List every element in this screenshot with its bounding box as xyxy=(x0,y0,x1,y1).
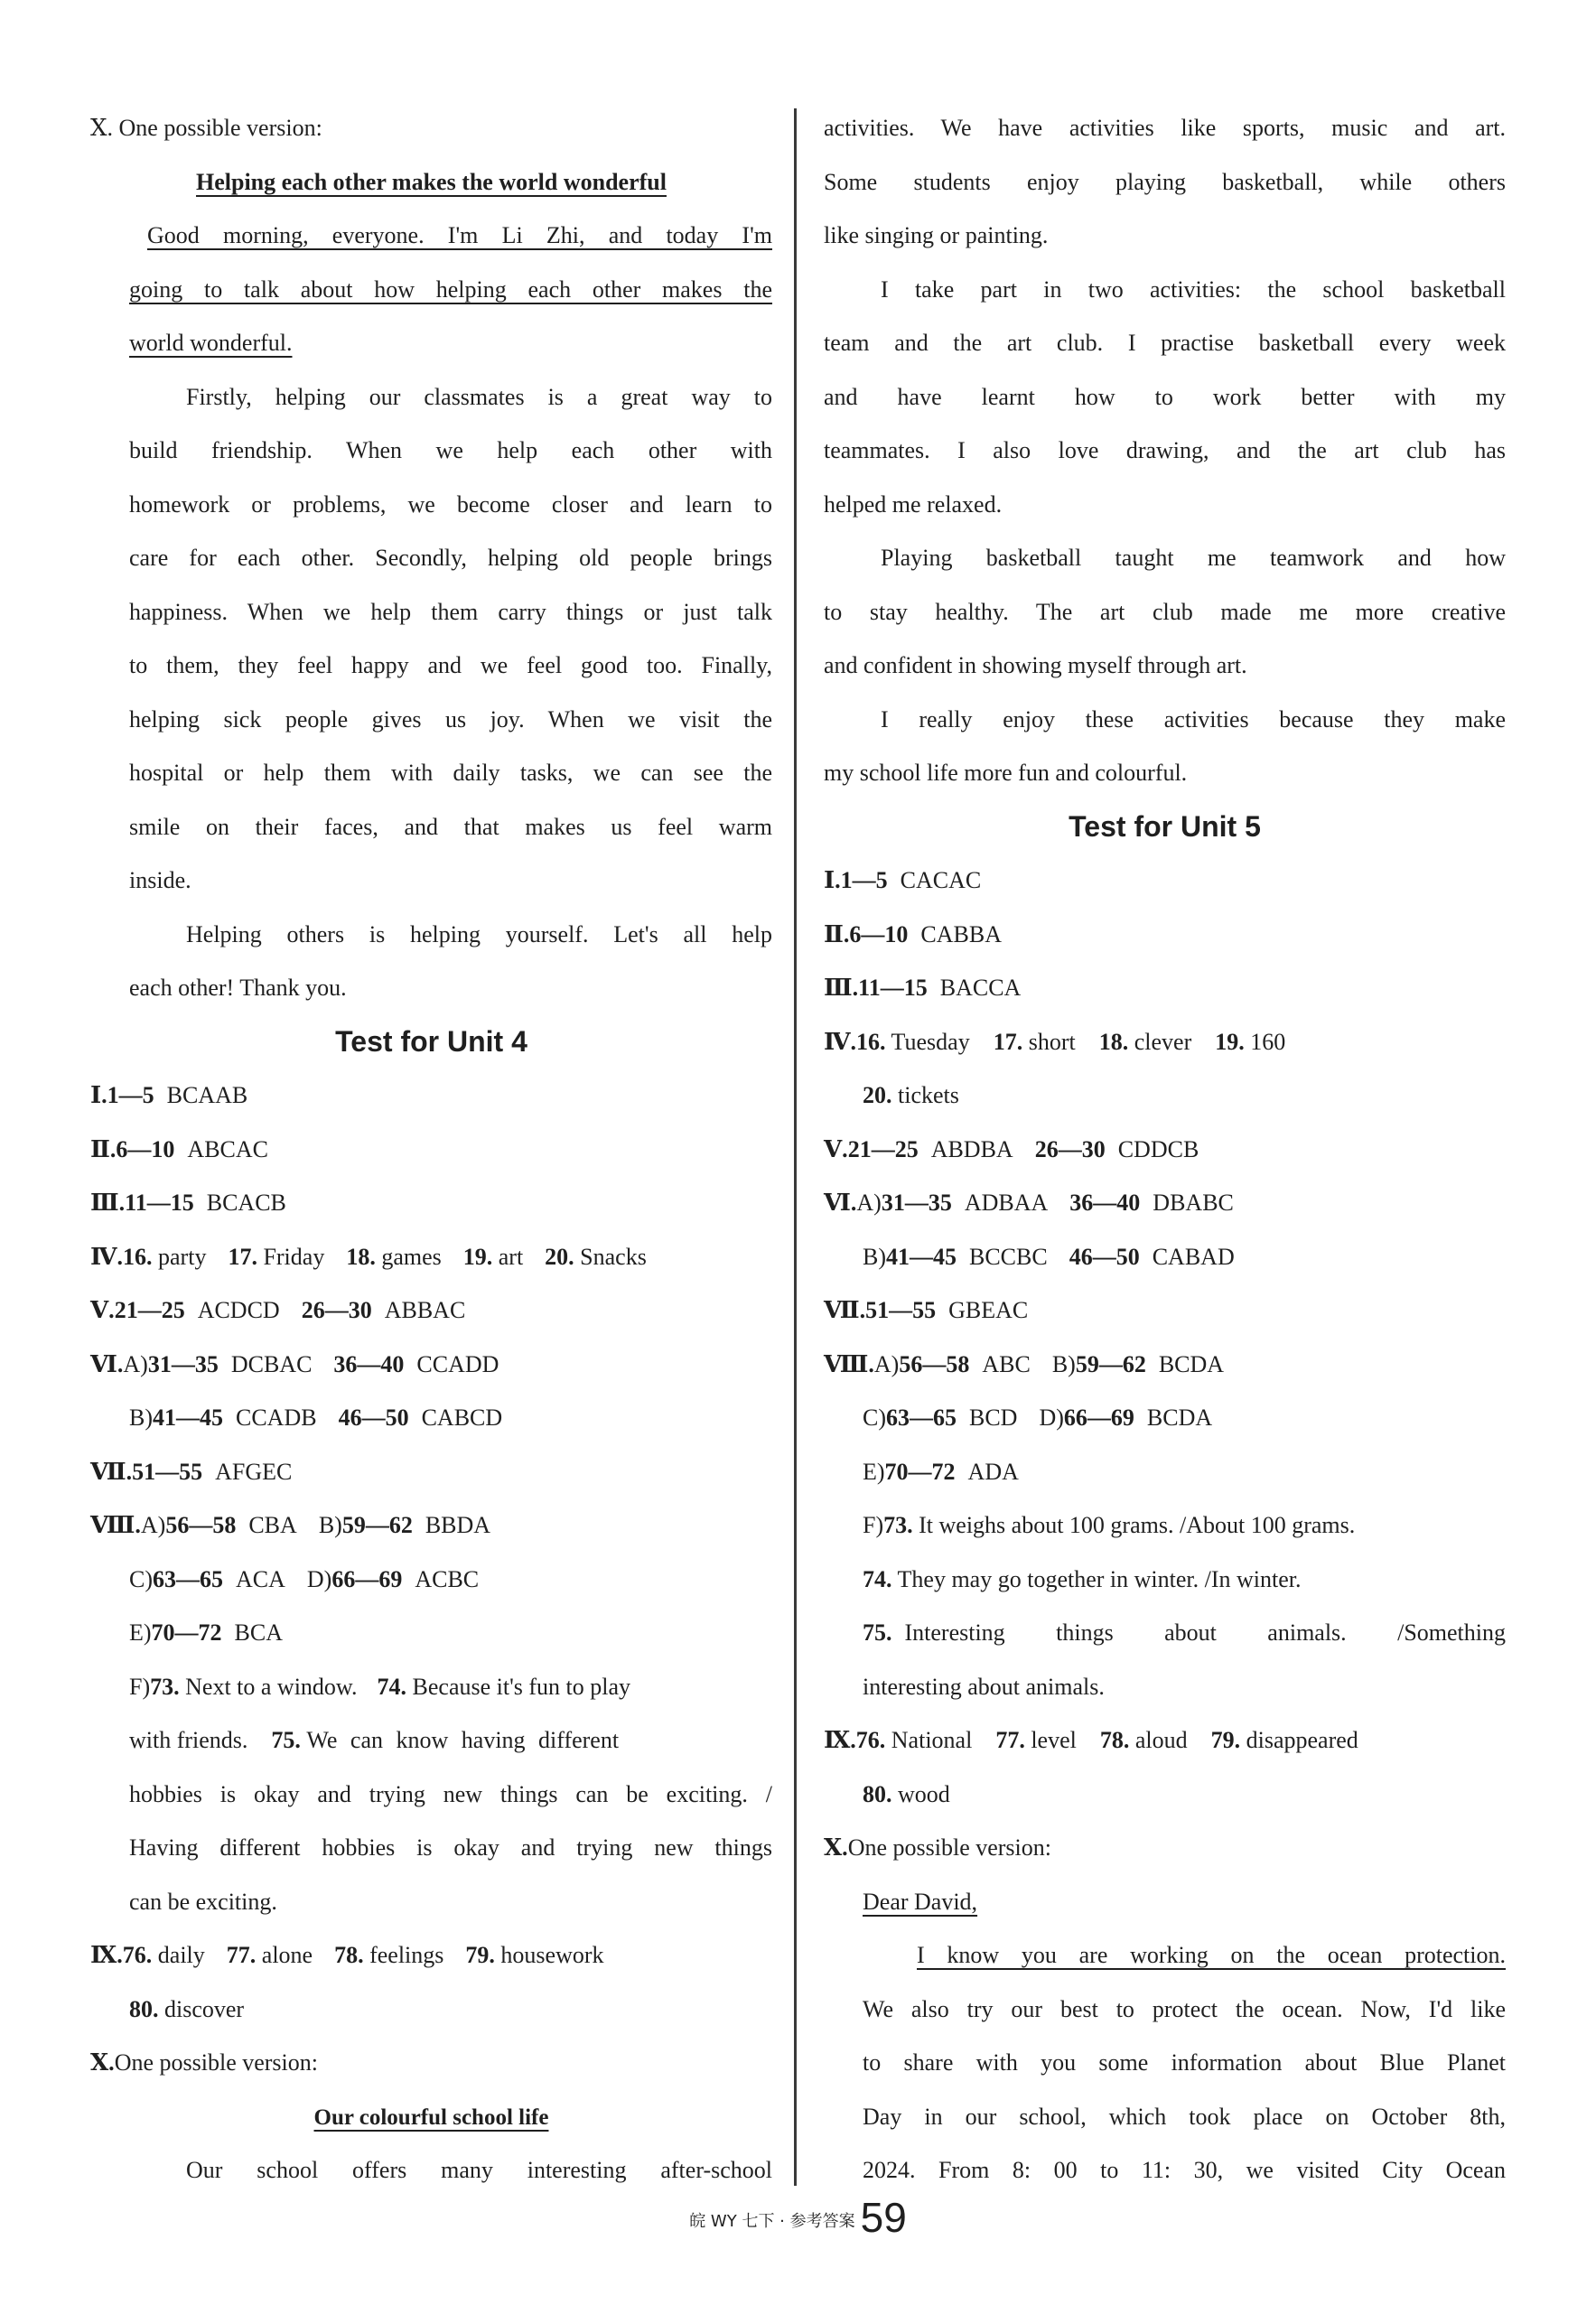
letter-line: We also try our best to protect the ocean. Now, I'd like xyxy=(863,1995,1506,2022)
unit4-section-9b xyxy=(90,1983,772,2037)
answer: ABBAC xyxy=(384,1297,466,1323)
unit4-section-10 xyxy=(90,2036,772,2090)
answer: Snacks xyxy=(580,1243,647,1270)
essay1-line: world wonderful. xyxy=(129,330,293,356)
essay2-line: and have learnt how to work better with my xyxy=(824,383,1506,410)
unit4-section-8e xyxy=(90,1606,772,1660)
right-column xyxy=(824,101,1506,2198)
question-number: 78. xyxy=(334,1942,364,1968)
answer: wood xyxy=(898,1780,950,1807)
unit4-section-6a xyxy=(90,1338,772,1392)
unit5-section-8f-75 xyxy=(824,1606,1506,1660)
unit4-heading: Test for Unit 4 xyxy=(335,1024,527,1058)
column-divider xyxy=(794,108,797,2186)
answer: BCD xyxy=(969,1404,1018,1431)
answer: CCADD xyxy=(416,1350,499,1377)
section-numeral: Ⅳ. xyxy=(90,1243,124,1270)
unit5-heading: Test for Unit 5 xyxy=(1069,809,1261,843)
answer: We can know having different xyxy=(306,1727,620,1753)
answer: CCADB xyxy=(236,1404,317,1431)
unit5-section-5 xyxy=(824,1123,1506,1177)
answer: CABAD xyxy=(1152,1243,1235,1270)
unit4-section-7 xyxy=(90,1445,772,1499)
answer: BBDA xyxy=(425,1512,491,1538)
question-number: 77. xyxy=(995,1727,1025,1753)
question-number: 76. xyxy=(855,1727,886,1753)
answer: level xyxy=(1031,1727,1077,1753)
question-range: 11—15 xyxy=(858,975,928,1001)
question-range: 51—55 xyxy=(865,1297,937,1323)
question-range: 66—69 xyxy=(1063,1404,1134,1431)
unit5-section-8ab xyxy=(824,1338,1506,1392)
section-numeral: Ⅰ. xyxy=(90,1082,107,1108)
answer: hobbies is okay and trying new things can be exciting. / xyxy=(129,1780,772,1807)
unit5-section-9b xyxy=(824,1768,1506,1822)
answer: CABCD xyxy=(421,1404,503,1431)
part-label: A) xyxy=(873,1350,900,1377)
letter-salutation: Dear David, xyxy=(863,1888,978,1915)
unit5-section-3 xyxy=(824,961,1506,1015)
unit4-section-8f-line2 xyxy=(90,1713,772,1768)
question-number: 75. xyxy=(271,1727,301,1753)
part-label: F) xyxy=(129,1673,151,1700)
question-number: 19. xyxy=(1215,1028,1245,1055)
essay1-line: Firstly, helping our classmates is a great way to xyxy=(186,383,772,410)
essay2-line: I really enjoy these activities because they make xyxy=(881,705,1506,733)
unit5-section-6a xyxy=(824,1176,1506,1230)
essay2-line: my school life more fun and colourful. xyxy=(824,760,1188,786)
question-range: 66—69 xyxy=(331,1565,403,1592)
essay2-line: like singing or painting. xyxy=(824,222,1049,248)
question-number: 75. xyxy=(863,1619,892,1646)
essay2-line: and confident in showing myself through art. xyxy=(824,652,1247,678)
question-range: 11—15 xyxy=(125,1190,194,1216)
question-range: 6—10 xyxy=(849,920,909,947)
answer: games xyxy=(381,1243,442,1270)
answer: BCDA xyxy=(1158,1350,1225,1377)
section-numeral: Ⅵ. xyxy=(824,1190,857,1216)
answer: 160 xyxy=(1250,1028,1286,1055)
question-range: 59—62 xyxy=(1075,1350,1146,1377)
question-number: 74. xyxy=(377,1673,407,1700)
question-range: 6—10 xyxy=(116,1135,175,1162)
question-range: 41—45 xyxy=(153,1404,223,1431)
answer: art xyxy=(498,1243,524,1270)
question-range: 36—40 xyxy=(1069,1190,1141,1216)
section-numeral: Ⅲ. xyxy=(824,975,859,1001)
part-label: A) xyxy=(123,1350,148,1377)
question-number: 80. xyxy=(863,1780,892,1807)
essay1-line: homework or problems, we become closer and learn to xyxy=(129,490,772,518)
essay1-line: happiness. When we help them carry things or just talk xyxy=(129,598,772,625)
letter-line: Day in our school, which took place on October 8th, xyxy=(863,2103,1506,2130)
question-number: 18. xyxy=(1098,1028,1129,1055)
question-number: 16. xyxy=(123,1243,153,1270)
answer: ACBC xyxy=(415,1565,480,1592)
part-label: B) xyxy=(863,1243,886,1270)
answer: Next to a window. xyxy=(185,1673,358,1700)
answer: short xyxy=(1028,1028,1076,1055)
answer: daily xyxy=(157,1942,205,1968)
unit5-section-7 xyxy=(824,1283,1506,1338)
essay1-line: Good morning, everyone. I'm Li Zhi, and today I'm xyxy=(147,222,772,248)
question-range: 63—65 xyxy=(153,1565,223,1592)
part-label: E) xyxy=(863,1458,885,1485)
question-range: 70—72 xyxy=(151,1619,222,1646)
answer: GBEAC xyxy=(948,1297,1029,1323)
unit5-section-2 xyxy=(824,908,1506,962)
part-label: F) xyxy=(863,1512,884,1538)
essay2-line: Our school offers many interesting after-school xyxy=(186,2157,772,2183)
essay1-line: helping sick people gives us joy. When we visit the xyxy=(129,705,772,733)
answer: BACCA xyxy=(939,975,1022,1001)
unit4-section-6b xyxy=(90,1391,772,1445)
unit4-section-5 xyxy=(90,1283,772,1338)
question-number: 79. xyxy=(465,1942,495,1968)
part-label: D) xyxy=(1039,1404,1064,1431)
answer: BCCBC xyxy=(969,1243,1048,1270)
essay1-line: Helping others is helping yourself. Let's all help xyxy=(186,920,772,947)
answer: disappeared xyxy=(1246,1727,1358,1753)
question-range: 31—35 xyxy=(881,1190,952,1216)
question-range: 59—62 xyxy=(341,1512,413,1538)
answer: ADBAA xyxy=(964,1190,1049,1216)
essay2-line: team and the art club. I practise basketball every week xyxy=(824,330,1506,356)
essay-label: One possible version: xyxy=(847,1834,1051,1861)
unit5-section-6b xyxy=(824,1230,1506,1284)
essay1-line: build friendship. When we help each other with xyxy=(129,437,772,463)
unit4-section-4 xyxy=(90,1230,772,1284)
answer: ADA xyxy=(967,1458,1019,1485)
part-label: A) xyxy=(856,1190,882,1216)
essay1-label: Ⅹ. One possible version: xyxy=(90,115,322,141)
question-number: 76. xyxy=(122,1942,153,1968)
section-numeral: Ⅸ. xyxy=(90,1942,123,1968)
part-label: E) xyxy=(129,1619,152,1646)
answer: CACAC xyxy=(900,867,982,893)
unit5-section-4 xyxy=(824,1015,1506,1069)
answer: party xyxy=(158,1243,207,1270)
essay1-line: hospital or help them with daily tasks, we can see the xyxy=(129,760,772,786)
answer: with friends. xyxy=(129,1727,248,1753)
essay2-line: Playing basketball taught me teamwork and how xyxy=(881,545,1506,571)
answer: clever xyxy=(1134,1028,1192,1055)
question-number: 78. xyxy=(1099,1727,1130,1753)
question-range: 70—72 xyxy=(884,1458,956,1485)
answer: discover xyxy=(164,1995,245,2022)
section-numeral: Ⅷ. xyxy=(90,1512,141,1538)
unit5-section-10 xyxy=(824,1821,1506,1875)
answer: DCBAC xyxy=(230,1350,313,1377)
section-numeral: Ⅱ. xyxy=(90,1135,117,1162)
section-numeral: Ⅴ. xyxy=(824,1135,848,1162)
answer: They may go together in winter. /In winter. xyxy=(897,1565,1302,1592)
section-numeral: Ⅱ. xyxy=(824,920,850,947)
answer: Tuesday xyxy=(891,1028,970,1055)
part-label: A) xyxy=(140,1512,166,1538)
question-range: 1—5 xyxy=(107,1082,154,1108)
essay1-line: inside. xyxy=(129,867,191,893)
left-column xyxy=(90,101,772,2198)
section-numeral: Ⅶ. xyxy=(90,1458,133,1485)
letter-line: to share with you some information about Blue Planet xyxy=(863,2049,1506,2076)
answer: aloud xyxy=(1134,1727,1188,1753)
essay-label: One possible version: xyxy=(114,2049,318,2076)
unit4-section-8ab xyxy=(90,1498,772,1553)
unit5-section-4b xyxy=(824,1069,1506,1123)
answer: alone xyxy=(261,1942,313,1968)
unit5-section-8cd xyxy=(824,1391,1506,1445)
unit5-section-1 xyxy=(824,854,1506,908)
question-number: 20. xyxy=(545,1243,574,1270)
unit4-section-9 xyxy=(90,1928,772,1983)
answer: feelings xyxy=(369,1942,444,1968)
section-numeral: Ⅲ. xyxy=(90,1190,126,1216)
question-range: 56—58 xyxy=(899,1350,970,1377)
answer: CABBA xyxy=(920,920,1002,947)
essay1-line: care for each other. Secondly, helping old people brings xyxy=(129,545,772,571)
section-numeral: Ⅶ. xyxy=(824,1297,866,1323)
answer: ABCAC xyxy=(187,1135,268,1162)
answer: ABDBA xyxy=(930,1135,1013,1162)
question-range: 46—50 xyxy=(338,1404,409,1431)
answer: DBABC xyxy=(1153,1190,1234,1216)
essay1-line: each other! Thank you. xyxy=(129,975,347,1001)
question-number: 80. xyxy=(129,1995,159,2022)
answer: tickets xyxy=(898,1082,959,1108)
unit5-section-8f-74 xyxy=(824,1553,1506,1607)
question-range: 41—45 xyxy=(886,1243,957,1270)
question-number: 16. xyxy=(856,1028,886,1055)
part-label: B) xyxy=(129,1404,153,1431)
question-range: 46—50 xyxy=(1069,1243,1140,1270)
answer: Friday xyxy=(263,1243,325,1270)
question-number: 19. xyxy=(462,1243,493,1270)
question-range: 26—30 xyxy=(301,1297,372,1323)
question-number: 20. xyxy=(863,1082,892,1108)
question-range: 31—35 xyxy=(147,1350,219,1377)
letter-line: 2024. From 8: 00 to 11: 30, we visited City Ocean xyxy=(863,2157,1506,2183)
section-numeral: Ⅹ. xyxy=(824,1834,848,1861)
answer: CBA xyxy=(248,1512,297,1538)
answer: BCDA xyxy=(1146,1404,1213,1431)
unit4-section-2 xyxy=(90,1123,772,1177)
part-label: C) xyxy=(863,1404,886,1431)
answer: National xyxy=(891,1727,973,1753)
answer: ACDCD xyxy=(197,1297,280,1323)
essay2-line: I take part in two activities: the school basketball xyxy=(881,275,1506,303)
answer: BCACB xyxy=(206,1190,286,1216)
section-numeral: Ⅳ. xyxy=(824,1028,857,1055)
question-number: 77. xyxy=(226,1942,257,1968)
part-label: B) xyxy=(318,1512,342,1538)
page-number: 59 xyxy=(860,2194,907,2241)
question-range: 36—40 xyxy=(333,1350,405,1377)
answer: Interesting things about animals. /Something xyxy=(904,1619,1506,1646)
answer: It weighs about 100 grams. /About 100 grams. xyxy=(919,1512,1356,1538)
essay1-line: to them, they feel happy and we feel good too. Finally, xyxy=(129,652,772,678)
section-numeral: Ⅸ. xyxy=(824,1727,856,1753)
unit4-section-8cd xyxy=(90,1553,772,1607)
question-number: 17. xyxy=(228,1243,257,1270)
unit4-section-3 xyxy=(90,1176,772,1230)
answer: ABC xyxy=(982,1350,1031,1377)
question-range: 21—25 xyxy=(114,1297,185,1323)
essay2-line: teammates. I also love drawing, and the art club has xyxy=(824,437,1506,463)
answer: housework xyxy=(500,1942,604,1968)
answer: BCAAB xyxy=(166,1082,248,1108)
answer: Having different hobbies is okay and trying new things xyxy=(129,1834,772,1861)
question-range: 26—30 xyxy=(1034,1135,1106,1162)
question-number: 73. xyxy=(883,1512,913,1538)
answer: BCA xyxy=(234,1619,284,1646)
question-range: 63—65 xyxy=(886,1404,957,1431)
unit4-section-1 xyxy=(90,1069,772,1123)
essay1-title: Helping each other makes the world wonderful xyxy=(196,168,667,195)
section-numeral: Ⅰ. xyxy=(824,867,841,893)
essay2-title: Our colourful school life xyxy=(313,2104,549,2130)
page-footer xyxy=(0,2193,1596,2242)
letter-line: I know you are working on the ocean protection. xyxy=(917,1942,1506,1968)
question-number: 74. xyxy=(863,1565,892,1592)
section-numeral: Ⅴ. xyxy=(90,1297,115,1323)
essay2-line: activities. We have activities like sports, music and art. xyxy=(824,115,1506,141)
essay1-line: smile on their faces, and that makes us feel warm xyxy=(129,813,772,840)
question-number: 17. xyxy=(993,1028,1023,1055)
part-label: D) xyxy=(306,1565,332,1592)
unit4-section-8f-line1 xyxy=(90,1660,772,1714)
question-range: 51—55 xyxy=(132,1458,203,1485)
essay1-line: going to talk about how helping each other makes the xyxy=(129,275,772,303)
question-range: 1—5 xyxy=(840,867,888,893)
part-label: B) xyxy=(1051,1350,1076,1377)
question-number: 73. xyxy=(150,1673,180,1700)
answer: CDDCB xyxy=(1117,1135,1199,1162)
answer: ACA xyxy=(236,1565,285,1592)
question-range: 56—58 xyxy=(165,1512,237,1538)
answer: interesting about animals. xyxy=(863,1673,1105,1700)
question-number: 18. xyxy=(346,1243,376,1270)
essay2-line: helped me relaxed. xyxy=(824,490,1003,518)
section-numeral: Ⅵ. xyxy=(90,1350,124,1377)
unit5-section-8f-73 xyxy=(824,1498,1506,1553)
unit5-section-8e xyxy=(824,1445,1506,1499)
essay2-line: to stay healthy. The art club made me more creative xyxy=(824,598,1506,625)
question-range: 21—25 xyxy=(847,1135,919,1162)
unit5-section-9 xyxy=(824,1713,1506,1768)
footer-text: 皖 WY 七下 · 参考答案 xyxy=(689,2212,855,2231)
answer: Because it's fun to play xyxy=(412,1673,631,1700)
section-numeral: Ⅷ. xyxy=(824,1350,874,1377)
answer: can be exciting. xyxy=(129,1888,277,1915)
section-numeral: Ⅹ. xyxy=(90,2049,115,2076)
answer: AFGEC xyxy=(215,1458,293,1485)
part-label: C) xyxy=(129,1565,153,1592)
essay2-line: Some students enjoy playing basketball, while others xyxy=(824,168,1506,195)
question-number: 79. xyxy=(1210,1727,1241,1753)
